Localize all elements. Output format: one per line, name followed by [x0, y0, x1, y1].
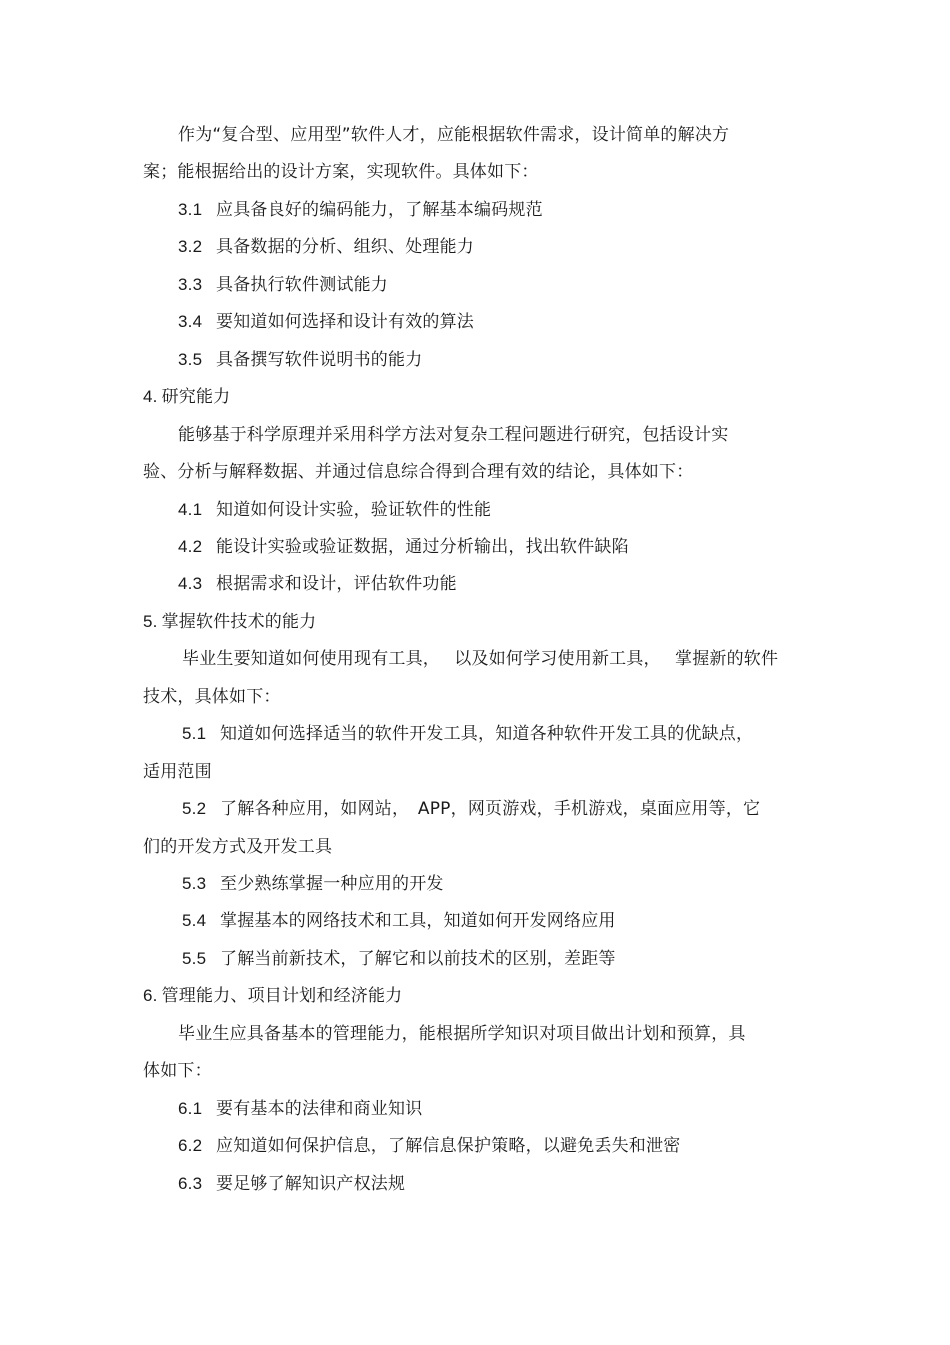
list-item	[178, 274, 388, 296]
line-text: 知道如何设计实验，验证软件的性能	[216, 499, 492, 520]
paragraph-line	[178, 124, 729, 146]
paragraph-line	[143, 461, 693, 483]
list-item	[182, 948, 616, 970]
line-text: 毕业生应具备基本的管理能力，能根据所学知识对项目做出计划和预算，具	[178, 1023, 746, 1044]
item-number: 4.1	[178, 499, 203, 519]
list-item	[182, 910, 616, 932]
item-number: 3.4	[178, 312, 203, 332]
list-item	[182, 873, 444, 895]
line-text: 能够基于科学原理并采用科学方法对复杂工程问题进行研究，包括设计实	[178, 424, 729, 445]
line-text: 应知道如何保护信息，了解信息保护策略，以避免丢失和泄密	[216, 1136, 681, 1157]
item-number: 6.1	[178, 1098, 203, 1118]
item-number: 3.3	[178, 274, 203, 294]
line-text: 要足够了解知识产权法规	[216, 1173, 406, 1194]
line-text: 研究能力	[161, 387, 231, 408]
line-text: 体如下：	[143, 1061, 212, 1082]
item-number: 6.3	[178, 1173, 203, 1193]
line-text: 了解各种应用，如网站， APP，网页游戏，手机游戏，桌面应用等，它	[220, 799, 761, 820]
item-number: 5.	[143, 611, 158, 631]
item-number: 6.	[143, 986, 158, 1006]
section-heading	[143, 386, 230, 408]
line-text: 要有基本的法律和商业知识	[216, 1098, 423, 1119]
line-text: 具备撰写软件说明书的能力	[216, 349, 423, 370]
paragraph-line	[143, 836, 332, 858]
item-number: 3.2	[178, 237, 203, 257]
list-item	[182, 798, 760, 820]
item-number: 5.2	[182, 799, 207, 819]
list-item	[178, 349, 422, 371]
item-number: 4.	[143, 387, 158, 407]
line-text: 管理能力、项目计划和经济能力	[161, 986, 403, 1007]
line-text: 掌握基本的网络技术和工具，知道如何开发网络应用	[220, 911, 616, 932]
section-heading	[143, 611, 316, 633]
item-number: 5.5	[182, 948, 207, 968]
paragraph-line	[143, 1060, 212, 1082]
section-heading	[143, 985, 402, 1007]
paragraph-line	[182, 648, 778, 670]
line-text: 具备执行软件测试能力	[216, 274, 388, 295]
list-item	[178, 1098, 422, 1120]
item-number: 4.2	[178, 536, 203, 556]
item-number: 5.4	[182, 911, 207, 931]
line-text: 要知道如何选择和设计有效的算法	[216, 312, 474, 333]
line-text: 们的开发方式及开发工具	[143, 836, 333, 857]
paragraph-line	[178, 424, 728, 446]
list-item	[178, 311, 474, 333]
line-text: 至少熟练掌握一种应用的开发	[220, 874, 444, 894]
line-text: 根据需求和设计，评估软件功能	[216, 574, 457, 595]
line-text: 具备数据的分析、组织、处理能力	[216, 237, 474, 258]
line-text: 适用范围	[143, 761, 212, 782]
list-item	[178, 1135, 680, 1157]
list-item	[178, 199, 543, 221]
item-number: 3.1	[178, 199, 203, 219]
line-text: 技术，具体如下：	[143, 686, 281, 707]
paragraph-line	[143, 161, 539, 183]
list-item	[178, 573, 457, 595]
line-text: 作为“复合型、应用型”软件人才，应能根据软件需求，设计简单的解决方	[178, 125, 730, 145]
list-item	[178, 1173, 405, 1195]
line-text: 毕业生要知道如何使用现有工具， 以及如何学习使用新工具， 掌握新的软件	[182, 649, 779, 670]
line-text: 掌握软件技术的能力	[161, 611, 317, 632]
item-number: 6.2	[178, 1136, 203, 1156]
list-item	[178, 499, 491, 521]
paragraph-line	[143, 761, 212, 783]
item-number: 4.3	[178, 574, 203, 594]
line-text: 应具备良好的编码能力，了解基本编码规范	[216, 199, 543, 220]
item-number: 3.5	[178, 349, 203, 369]
list-item	[178, 536, 629, 558]
line-text: 验、分析与解释数据、并通过信息综合得到合理有效的结论，具体如下：	[143, 462, 694, 483]
line-text: 了解当前新技术，了解它和以前技术的区别，差距等	[220, 948, 616, 969]
paragraph-line	[143, 686, 281, 708]
list-item	[182, 723, 753, 745]
paragraph-line	[178, 1023, 746, 1045]
line-text: 知道如何选择适当的软件开发工具，知道各种软件开发工具的优缺点，	[220, 724, 754, 745]
item-number: 5.1	[182, 724, 207, 744]
line-text: 能设计实验或验证数据，通过分析输出，找出软件缺陷	[216, 536, 629, 557]
item-number: 5.3	[182, 874, 207, 893]
list-item	[178, 236, 474, 258]
line-text: 案；能根据给出的设计方案，实现软件。具体如下：	[143, 162, 539, 183]
